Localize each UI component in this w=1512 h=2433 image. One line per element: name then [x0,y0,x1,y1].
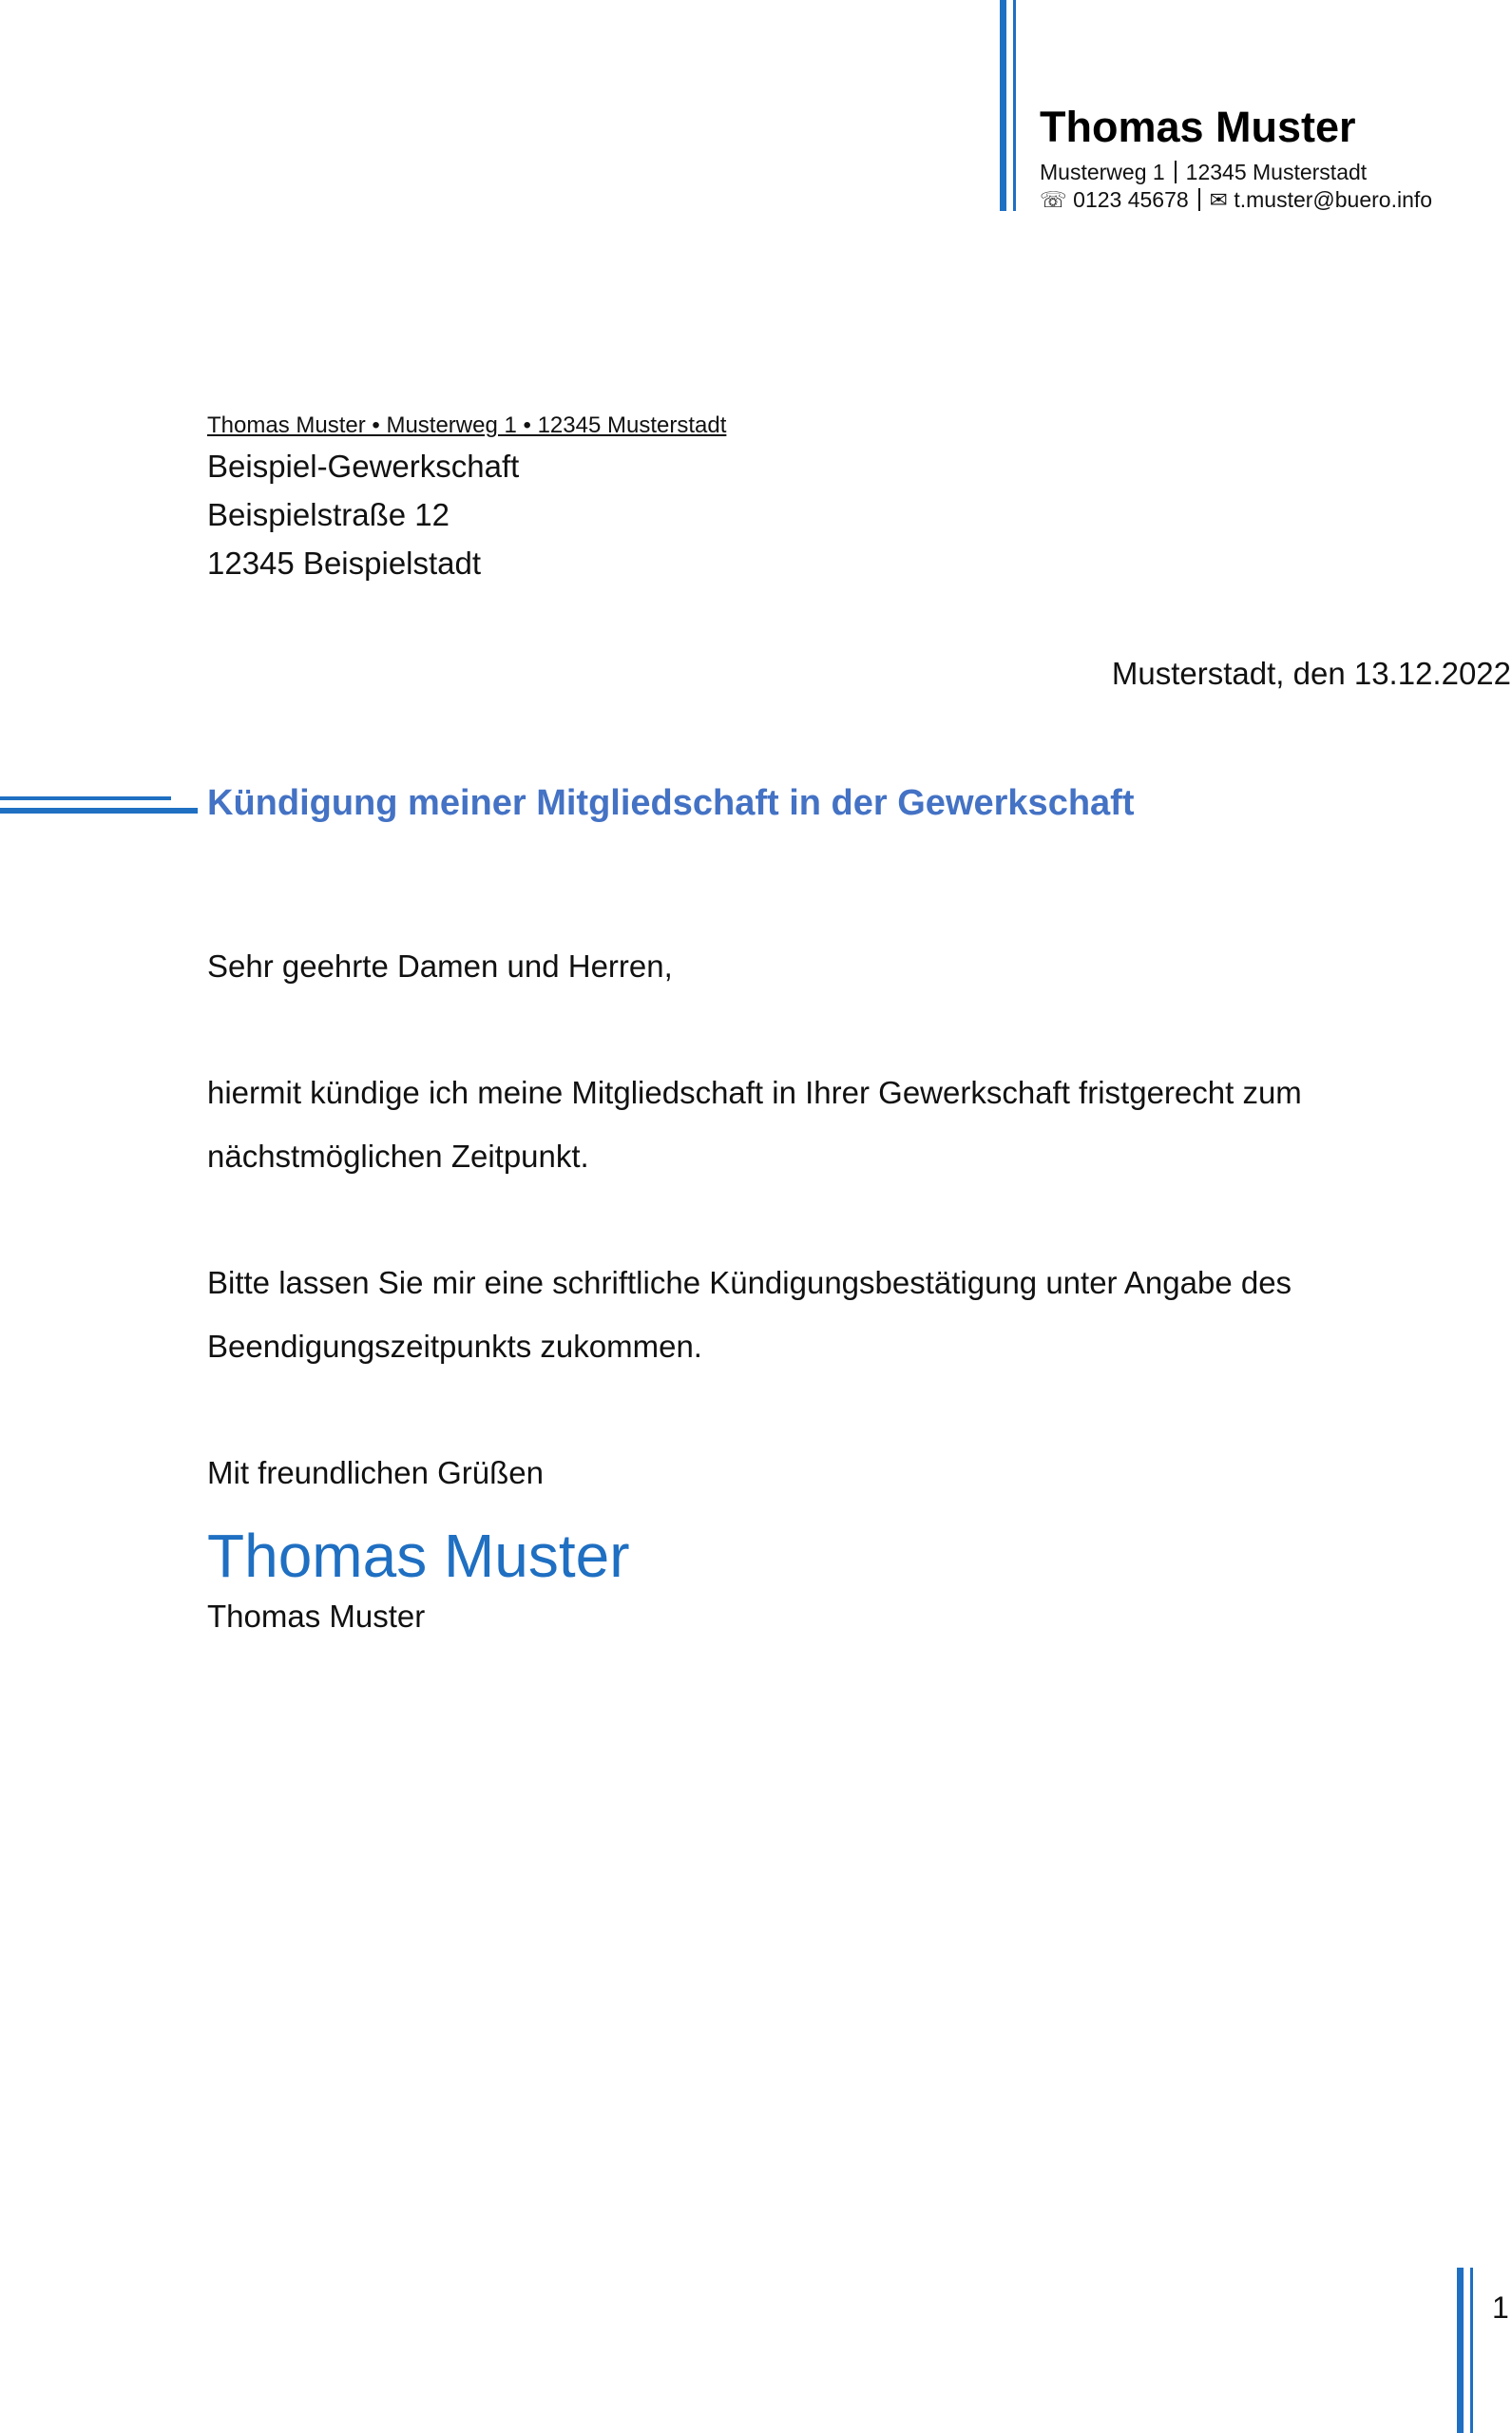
sender-street: Musterweg 1 [1040,160,1165,184]
header-accent-bar-2 [1013,0,1016,211]
subject-accent-line-2 [0,808,198,814]
recipient-line-3: 12345 Beispielstadt [207,546,482,581]
sender-contact-line [1040,187,1432,213]
page-number: 1 [1492,2290,1509,2325]
recipient-line-2: Beispielstraße 12 [207,497,450,532]
footer-accent-bar-2 [1470,2268,1473,2433]
sender-city: 12345 Musterstadt [1185,160,1368,184]
paragraph-2-line-2: Beendigungszeitpunkts zukommen. [207,1329,702,1364]
closing: Mit freundlichen Grüßen [207,1455,544,1490]
header-accent-bar-1 [1000,0,1006,211]
sender-address-line [1040,160,1367,185]
letter-date: Musterstadt, den 13.12.2022 [1111,656,1511,691]
subject-accent-line-1 [0,796,171,800]
paragraph-1-line-2: nächstmöglichen Zeitpunkt. [207,1139,589,1174]
separator [1198,188,1200,211]
sender-phone: 0123 45678 [1073,187,1189,212]
phone-icon: ☏ [1040,187,1067,212]
footer-accent-bar-1 [1457,2268,1464,2433]
paragraph-2-line-1: Bitte lassen Sie mir eine schriftliche Kündigungsbestätigung unter Angabe des [207,1265,1292,1300]
return-address: Thomas Muster • Musterweg 1 • 12345 Musterstadt [207,412,727,438]
sender-email: t.muster@buero.info [1234,187,1433,212]
signer-name: Thomas Muster [207,1599,426,1634]
email-icon: ✉ [1209,187,1228,212]
letter-subject: Kündigung meiner Mitgliedschaft in der Gewerkschaft [207,783,1135,823]
sender-name: Thomas Muster [1040,103,1356,151]
signature: Thomas Muster [207,1522,630,1590]
separator [1175,161,1177,183]
recipient-line-1: Beispiel-Gewerkschaft [207,449,520,484]
salutation: Sehr geehrte Damen und Herren, [207,948,673,984]
paragraph-1-line-1: hiermit kündige ich meine Mitgliedschaft in Ihrer Gewerkschaft fristgerecht zum [207,1075,1302,1110]
